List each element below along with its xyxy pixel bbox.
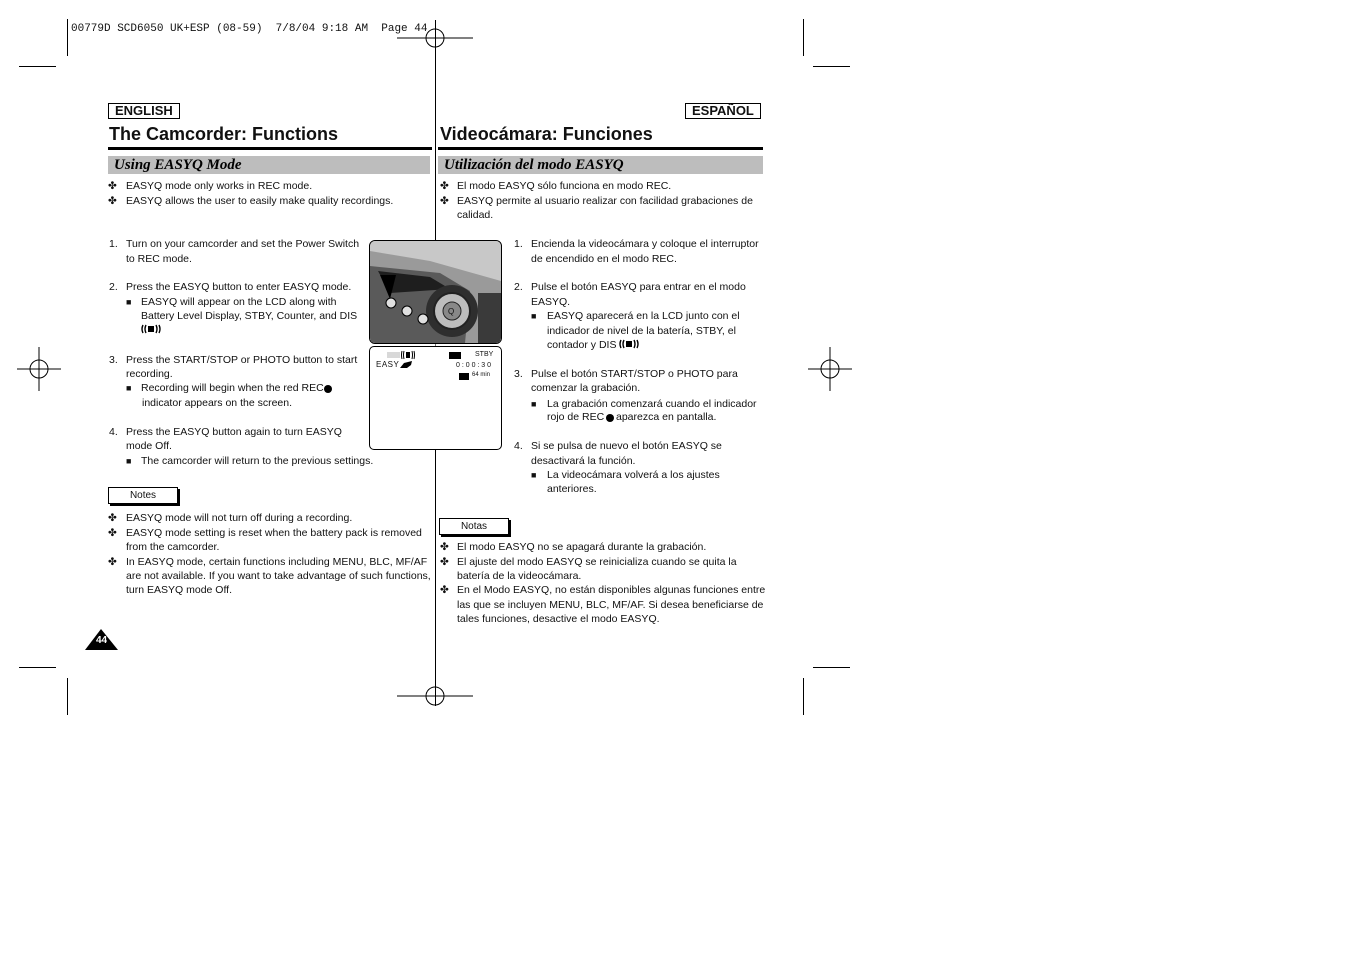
step-text: to REC mode. (126, 253, 192, 265)
note-text: EASYQ mode setting is reset when the battery pack is removed (126, 527, 422, 539)
step-number: 4. (109, 426, 118, 438)
registration-mark-icon (397, 674, 473, 718)
registration-mark-icon (17, 347, 61, 391)
intro-text: EASYQ allows the user to easily make quality recordings. (126, 195, 394, 207)
sub-text: Recording will begin when the red REC (141, 382, 324, 394)
sub-text: indicator appears on the screen. (142, 397, 293, 409)
rec-dot-icon (324, 385, 332, 393)
intro-text: El modo EASYQ sólo funciona en modo REC. (457, 180, 672, 192)
step-number: 1. (109, 238, 118, 250)
bullet-icon: ✤ (440, 180, 449, 192)
step-text: Si se pulsa de nuevo el botón EASYQ se (531, 440, 722, 452)
sub-text: contador y DIS (547, 339, 617, 351)
step-number: 2. (514, 281, 523, 293)
bullet-icon: ✤ (108, 512, 117, 524)
tape-icon (449, 352, 461, 359)
note-text: las que se incluyen MENU, BLC, MF/AF. Si desea beneficiarse de (457, 599, 764, 611)
step-text: de encendido en el modo REC. (531, 253, 677, 265)
dis-stabilizer-icon (619, 338, 639, 350)
step-text: Turn on your camcorder and set the Power Switch (126, 238, 360, 250)
note-text: from the camcorder. (126, 541, 220, 553)
print-header: 00779D SCD6050 UK+ESP (08-59) 7/8/04 9:18 AM Page 44 (71, 23, 428, 35)
rec-dot-icon (606, 414, 614, 422)
note-text: El modo EASYQ no se apagará durante la grabación. (457, 541, 707, 553)
intro-text: calidad. (457, 209, 494, 221)
sub-text: anteriores. (547, 483, 597, 495)
step-text: comenzar la grabación. (531, 382, 641, 394)
sub-text: EASYQ will appear on the LCD along with (141, 296, 337, 308)
notes-label-spanish: Notas (439, 518, 509, 535)
camcorder-illustration (369, 240, 502, 344)
crop-mark (803, 19, 804, 56)
battery-level-icon (387, 352, 400, 358)
note-text: tales funciones, desactive el modo EASYQ. (457, 613, 660, 625)
step-text: Pulse el botón EASYQ para entrar en el modo (531, 281, 746, 293)
step-text: Pulse el botón START/STOP o PHOTO para (531, 368, 738, 380)
sub-bullet-icon: ■ (126, 297, 132, 307)
camcorder-drawing (370, 241, 501, 343)
step-text: recording. (126, 368, 173, 380)
note-text: El ajuste del modo EASYQ se reinicializa cuando se quita la (457, 556, 737, 568)
sub-text: rojo de REC (547, 411, 605, 423)
crop-mark (19, 66, 56, 67)
time-counter: 0 : 0 0 : 3 0 (456, 362, 492, 369)
bullet-icon: ✤ (108, 527, 117, 539)
dis-stabilizer-icon (401, 350, 415, 360)
easy-indicator: EASY (376, 360, 400, 369)
lcd-screen-illustration (369, 346, 502, 450)
title-rule (108, 147, 432, 150)
sub-bullet-icon: ■ (126, 456, 132, 466)
intro-text: EASYQ mode only works in REC mode. (126, 180, 313, 192)
crop-mark (19, 667, 56, 668)
step-text: Encienda la videocámara y coloque el interruptor (531, 238, 759, 250)
gutter-line (435, 450, 436, 706)
page-title-english: The Camcorder: Functions (109, 124, 339, 144)
notes-label-english: Notes (108, 487, 178, 504)
note-text: are not available. If you want to take advantage of such functions, (126, 570, 431, 582)
bullet-icon: ✤ (440, 584, 449, 596)
step-number: 3. (109, 354, 118, 366)
note-text: EASYQ mode will not turn off during a recording. (126, 512, 353, 524)
step-text: mode Off. (126, 440, 172, 452)
sub-text: La videocámara volverá a los ajustes (547, 469, 720, 481)
crop-mark (813, 66, 850, 67)
step-text: EASYQ. (531, 296, 571, 308)
page-title-spanish: Videocámara: Funciones (440, 124, 653, 144)
step-number: 3. (514, 368, 523, 380)
sub-bullet-icon: ■ (531, 470, 537, 480)
sub-text: La grabación comenzará cuando el indicador (547, 398, 757, 410)
language-badge-spanish: ESPAÑOL (685, 103, 761, 119)
bullet-icon: ✤ (108, 195, 117, 207)
bullet-icon: ✤ (440, 556, 449, 568)
sub-bullet-icon: ■ (126, 383, 132, 393)
sub-bullet-icon: ■ (531, 311, 537, 321)
crop-mark (67, 678, 68, 715)
crop-mark (813, 667, 850, 668)
dis-stabilizer-icon (141, 323, 161, 335)
bullet-icon: ✤ (440, 195, 449, 207)
step-text: Press the START/STOP or PHOTO button to start (126, 354, 358, 366)
section-heading-english: Using EASYQ Mode (108, 156, 430, 174)
page-number: 44 (95, 635, 108, 646)
svg-text:Q: Q (448, 307, 455, 316)
bullet-icon: ✤ (108, 556, 117, 568)
step-text: Press the EASYQ button to enter EASYQ mode. (126, 281, 352, 293)
section-heading-spanish: Utilización del modo EASYQ (438, 156, 763, 174)
registration-mark-icon (808, 347, 852, 391)
bullet-icon: ✤ (108, 180, 117, 192)
note-text: batería de la videocámara. (457, 570, 582, 582)
sub-text: The camcorder will return to the previous settings. (141, 455, 374, 467)
note-text: En el Modo EASYQ, no están disponibles algunas funciones entre (457, 584, 766, 596)
step-number: 1. (514, 238, 523, 250)
title-rule (438, 147, 763, 150)
sub-text: aparezca en pantalla. (616, 411, 717, 423)
sub-bullet-icon: ■ (531, 399, 537, 409)
step-number: 4. (514, 440, 523, 452)
tape-remaining: 64 min (472, 372, 491, 378)
intro-text: EASYQ permite al usuario realizar con facilidad grabaciones de (457, 195, 753, 207)
step-text: Press the EASYQ button again to turn EASYQ (126, 426, 342, 438)
step-number: 2. (109, 281, 118, 293)
sub-text: indicador de nivel de la batería, STBY, el (547, 325, 736, 337)
crop-mark (67, 19, 68, 56)
stby-indicator: STBY (475, 351, 494, 358)
crop-mark (803, 678, 804, 715)
sub-text: EASYQ aparecerá en la LCD junto con el (547, 310, 740, 322)
sub-text: Battery Level Display, STBY, Counter, and DIS (141, 310, 358, 322)
easyq-hand-icon (399, 360, 413, 369)
bullet-icon: ✤ (440, 541, 449, 553)
tape-remaining-icon (459, 373, 469, 380)
step-text: desactivará la función. (531, 455, 636, 467)
note-text: In EASYQ mode, certain functions including MENU, BLC, MF/AF (126, 556, 428, 568)
language-badge-english: ENGLISH (108, 103, 180, 119)
note-text: turn EASYQ mode Off. (126, 584, 233, 596)
